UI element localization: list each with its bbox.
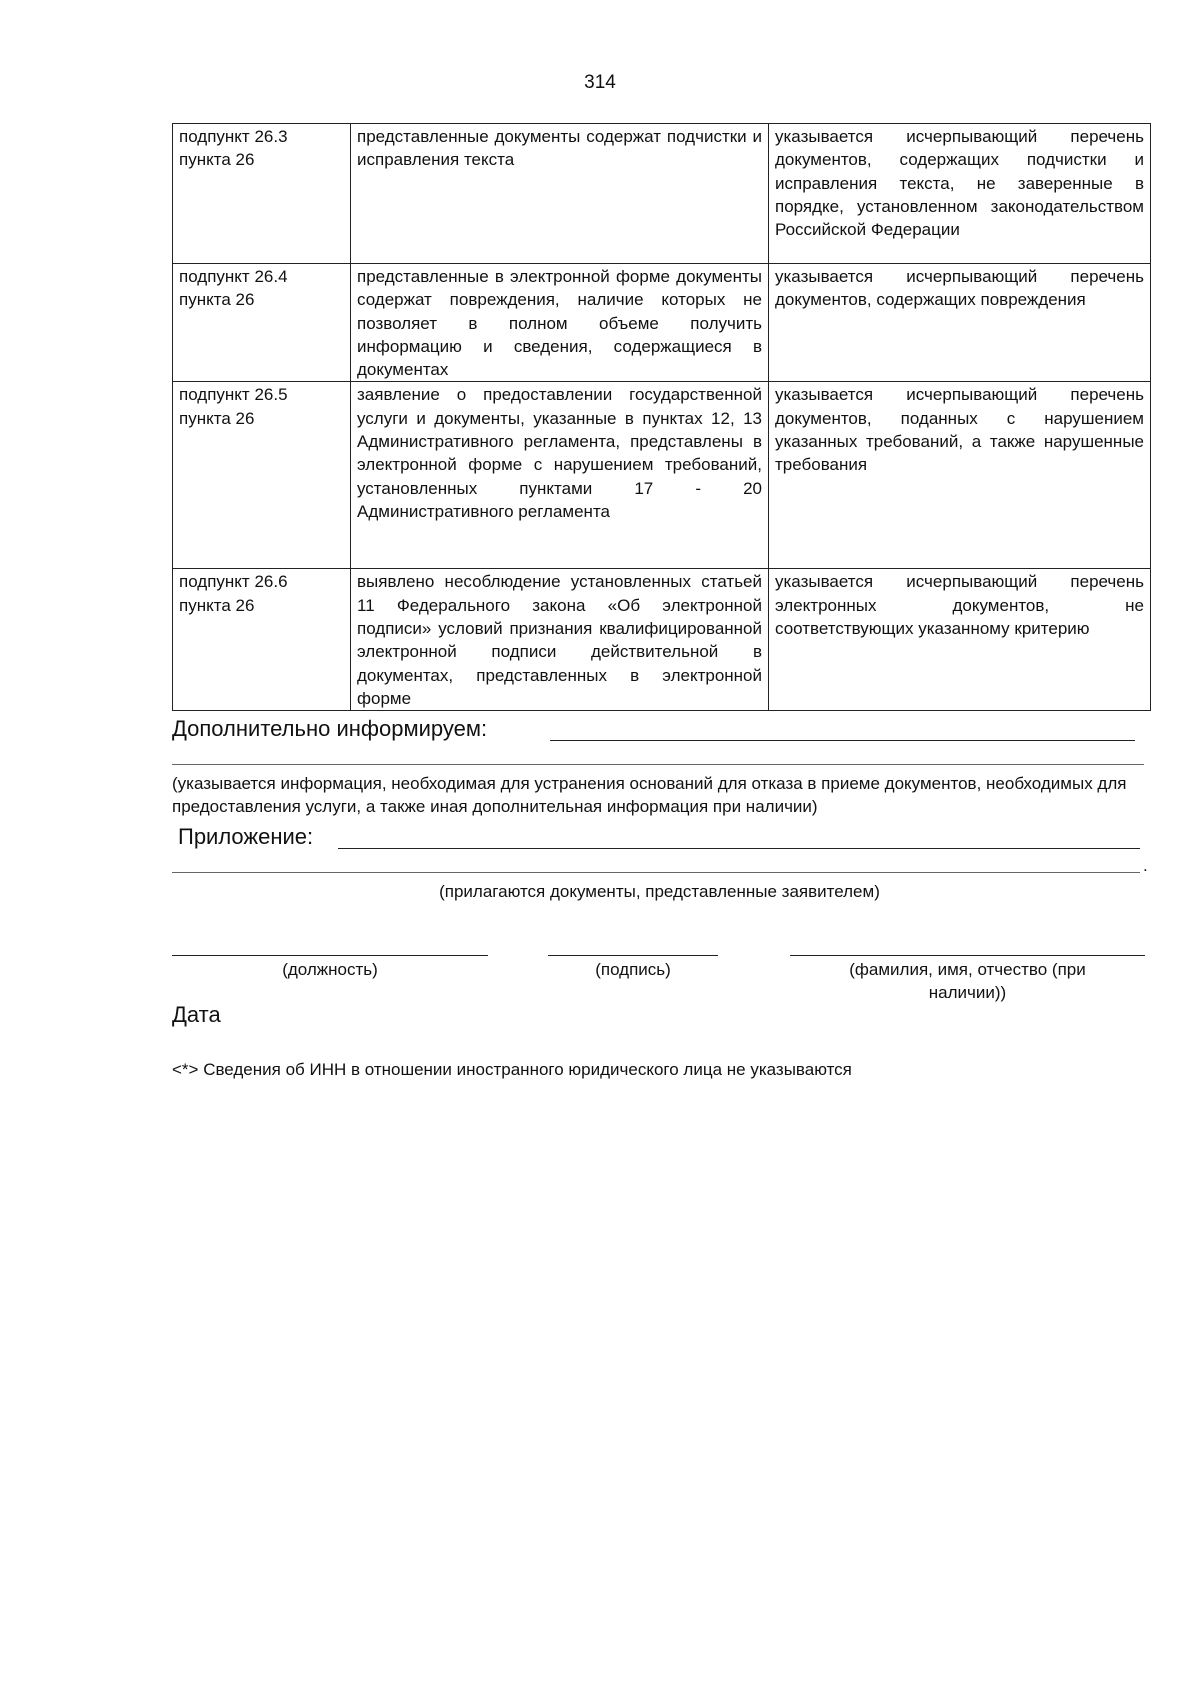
table-cell-explanation: указывается исчерпывающий перечень электронных документов, не соответствующих указанному критерию <box>769 569 1151 711</box>
position-line <box>172 955 488 956</box>
attachment-label: Приложение: <box>178 824 314 849</box>
signature-line <box>548 955 718 956</box>
table-cell-point: подпункт 26.3 пункта 26 <box>173 124 351 264</box>
refusal-reasons-table <box>172 123 1151 711</box>
table-row <box>173 124 1151 264</box>
date-label: Дата <box>172 1002 221 1027</box>
attachment-fill-line <box>338 824 1140 849</box>
additional-info-label: Дополнительно информируем: <box>172 716 488 741</box>
table-row <box>173 382 1151 569</box>
table-cell-reason: представленные документы содержат подчистки и исправления текста <box>351 124 769 264</box>
full-name-line <box>790 955 1145 956</box>
table-cell-point: подпункт 26.5 пункта 26 <box>173 382 351 569</box>
table-row <box>173 569 1151 711</box>
table-row <box>173 264 1151 382</box>
table-cell-reason: заявление о предоставлении государственной услуги и документы, указанные в пунктах 12, 13 Административного регламента, представлены в электронной форме с нарушением требований, установленных пунктами 17 - 20 Административного регламента <box>351 382 769 569</box>
attachment-hint: (прилагаются документы, представленные заявителем) <box>439 882 880 901</box>
signature-caption: (подпись) <box>595 960 671 979</box>
table-cell-explanation: указывается исчерпывающий перечень документов, поданных с нарушением указанных требований, а также нарушенные требования <box>769 382 1151 569</box>
additional-info-hint: (указывается информация, необходимая для устранения оснований для отказа в приеме документов, необходимых для предоставления услуги, а также иная дополнительная информация при наличии) <box>172 774 1127 816</box>
attachment-end-mark: . <box>1143 856 1148 875</box>
table-cell-explanation: указывается исчерпывающий перечень документов, содержащих повреждения <box>769 264 1151 382</box>
page-number: 314 <box>584 72 616 93</box>
table-cell-reason: выявлено несоблюдение установленных статьей 11 Федерального закона «Об электронной подписи» условий признания квалифицированной электронной подписи действительной в документах, представленных в электронной форме <box>351 569 769 711</box>
table-cell-point: подпункт 26.6 пункта 26 <box>173 569 351 711</box>
table-cell-reason: представленные в электронной форме документы содержат повреждения, наличие которых не позволяет в полном объеме получить информацию и сведения, содержащиеся в документах <box>351 264 769 382</box>
full-name-caption: (фамилия, имя, отчество (при наличии)) <box>849 960 1086 1002</box>
position-caption: (должность) <box>282 960 378 979</box>
table-cell-point: подпункт 26.4 пункта 26 <box>173 264 351 382</box>
table-cell-explanation: указывается исчерпывающий перечень документов, содержащих подчистки и исправления текста, не заверенные в порядке, установленном законодательством Российской Федерации <box>769 124 1151 264</box>
additional-info-fill-line <box>550 716 1135 741</box>
additional-info-second-line <box>172 746 1144 765</box>
footnote: <*> Сведения об ИНН в отношении иностранного юридического лица не указываются <box>172 1060 852 1079</box>
attachment-second-line <box>172 852 1140 873</box>
